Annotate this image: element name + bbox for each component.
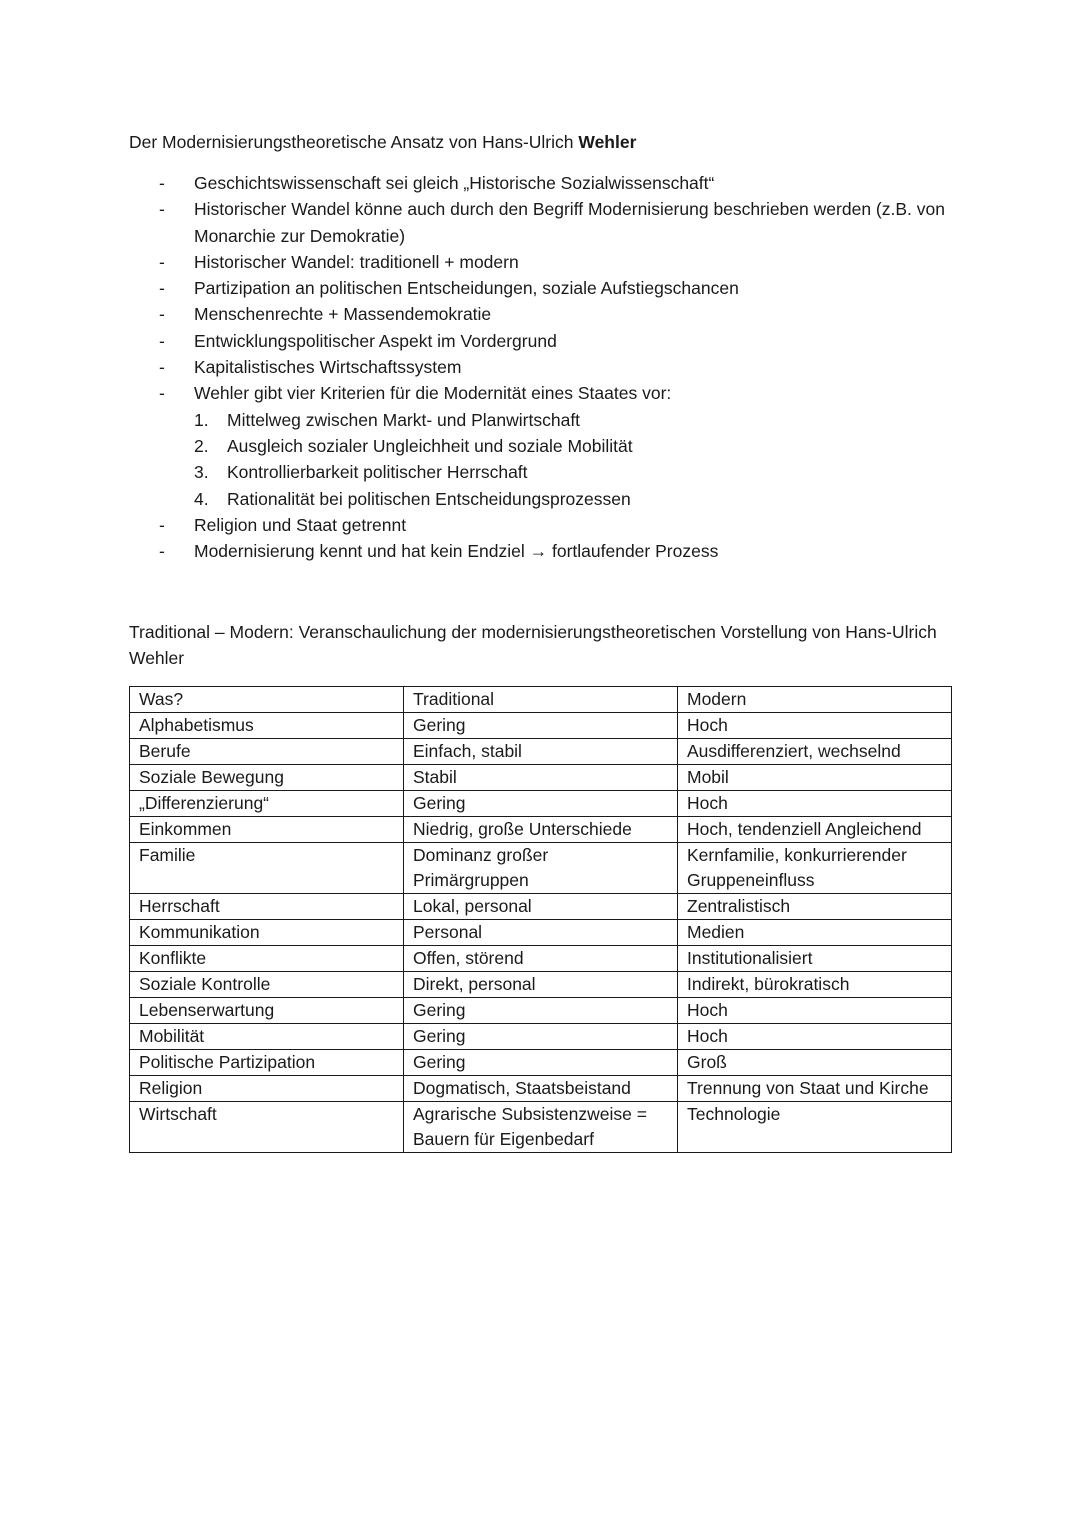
list-item-text: Historischer Wandel könne auch durch den Begriff Modernisierung beschrieben werden (z.B. von Monarchie zur Demokratie) xyxy=(194,199,945,246)
bullet-dash: - xyxy=(159,304,165,325)
table-row xyxy=(130,1076,952,1102)
table-header-cell: Modern xyxy=(678,687,952,713)
table-cell: Mobilität xyxy=(130,1024,404,1050)
table-cell: Hoch, tendenziell Angleichend xyxy=(678,817,952,843)
table-row xyxy=(130,1102,952,1153)
title-bold-name: Wehler xyxy=(578,132,637,152)
table-cell: Gering xyxy=(404,998,678,1024)
list-item xyxy=(129,249,969,275)
table-cell: Direkt, personal xyxy=(404,972,678,998)
table-cell: Niedrig, große Unterschiede xyxy=(404,817,678,843)
table-header-row xyxy=(130,687,952,713)
table-cell: Wirtschaft xyxy=(130,1102,404,1153)
table-cell: Soziale Bewegung xyxy=(130,765,404,791)
table-row xyxy=(130,817,952,843)
list-item xyxy=(129,328,969,354)
bullet-dash: - xyxy=(159,383,165,404)
table-row xyxy=(130,998,952,1024)
table-cell: Dominanz großer Primärgruppen xyxy=(404,843,678,894)
table-cell: „Differenzierung“ xyxy=(130,791,404,817)
bullet-dash: - xyxy=(159,199,165,220)
table-row xyxy=(130,791,952,817)
table-row xyxy=(130,713,952,739)
list-item xyxy=(129,196,969,249)
table-row xyxy=(130,1024,952,1050)
list-item xyxy=(129,275,969,301)
list-item-text: Menschenrechte + Massendemokratie xyxy=(194,304,492,325)
table-row xyxy=(130,1050,952,1076)
table-cell: Alphabetismus xyxy=(130,713,404,739)
bullet-list xyxy=(129,170,969,564)
table-cell: Politische Partizipation xyxy=(130,1050,404,1076)
table-cell: Hoch xyxy=(678,791,952,817)
bullet-dash: - xyxy=(159,541,165,562)
list-item xyxy=(129,512,969,538)
table-row xyxy=(130,946,952,972)
numbered-criterion xyxy=(129,486,969,512)
table-cell: Lebenserwartung xyxy=(130,998,404,1024)
list-item-text: Religion und Staat getrennt xyxy=(194,514,407,535)
list-item-text: Partizipation an politischen Entscheidungen, soziale Aufstiegschancen xyxy=(194,278,739,299)
criterion-number: 4. xyxy=(194,488,209,509)
bullet-dash: - xyxy=(159,514,165,535)
list-item-text: Historischer Wandel: traditionell + modern xyxy=(194,251,519,272)
table-cell: Zentralistisch xyxy=(678,894,952,920)
table-cell: Personal xyxy=(404,920,678,946)
table-cell: Gering xyxy=(404,791,678,817)
table-row xyxy=(130,843,952,894)
table-cell: Religion xyxy=(130,1076,404,1102)
list-item xyxy=(129,380,969,406)
table-cell: Hoch xyxy=(678,713,952,739)
criterion-text: Kontrollierbarkeit politischer Herrschaft xyxy=(227,462,528,483)
bullet-dash: - xyxy=(159,357,165,378)
criterion-number: 2. xyxy=(194,435,209,456)
document-title xyxy=(129,130,636,154)
list-item-text: Kapitalistisches Wirtschaftssystem xyxy=(194,357,462,378)
table-cell: Dogmatisch, Staatsbeistand xyxy=(404,1076,678,1102)
criterion-number: 1. xyxy=(194,409,209,430)
criterion-text: Rationalität bei politischen Entscheidungsprozessen xyxy=(227,488,631,509)
table-cell: Lokal, personal xyxy=(404,894,678,920)
comparison-table xyxy=(129,686,952,1153)
bullet-dash: - xyxy=(159,278,165,299)
list-item-text: Modernisierung kennt und hat kein Endziel → fortlaufender Prozess xyxy=(194,541,719,562)
list-item xyxy=(129,170,969,196)
table-cell: Hoch xyxy=(678,998,952,1024)
criterion-text: Ausgleich sozialer Ungleichheit und soziale Mobilität xyxy=(227,435,633,456)
criterion-number: 3. xyxy=(194,462,209,483)
table-cell: Hoch xyxy=(678,1024,952,1050)
table-row xyxy=(130,894,952,920)
table-cell: Mobil xyxy=(678,765,952,791)
table-cell: Konflikte xyxy=(130,946,404,972)
table-row xyxy=(130,739,952,765)
table-cell: Indirekt, bürokratisch xyxy=(678,972,952,998)
list-item xyxy=(129,354,969,380)
table-cell: Einfach, stabil xyxy=(404,739,678,765)
table-cell: Ausdifferenziert, wechselnd xyxy=(678,739,952,765)
bullet-dash: - xyxy=(159,330,165,351)
table-cell: Einkommen xyxy=(130,817,404,843)
numbered-criterion xyxy=(129,459,969,485)
table-row xyxy=(130,920,952,946)
list-item xyxy=(129,538,969,564)
table-cell: Familie xyxy=(130,843,404,894)
table-cell: Soziale Kontrolle xyxy=(130,972,404,998)
table-cell: Gering xyxy=(404,1024,678,1050)
list-item-text: Geschichtswissenschaft sei gleich „Historische Sozialwissenschaft“ xyxy=(194,173,715,193)
table-header-cell: Traditional xyxy=(404,687,678,713)
table-cell: Herrschaft xyxy=(130,894,404,920)
title-prefix: Der Modernisierungstheoretische Ansatz von Hans-Ulrich xyxy=(129,132,579,152)
numbered-criterion xyxy=(129,407,969,433)
numbered-criterion xyxy=(129,433,969,459)
bullet-dash: - xyxy=(159,173,165,193)
table-cell: Trennung von Staat und Kirche xyxy=(678,1076,952,1102)
table-cell: Technologie xyxy=(678,1102,952,1153)
table-cell: Kommunikation xyxy=(130,920,404,946)
list-item xyxy=(129,301,969,327)
bullet-dash: - xyxy=(159,251,165,272)
table-cell: Offen, störend xyxy=(404,946,678,972)
table-cell: Stabil xyxy=(404,765,678,791)
table-cell: Berufe xyxy=(130,739,404,765)
criterion-text: Mittelweg zwischen Markt- und Planwirtschaft xyxy=(227,409,581,430)
table-row xyxy=(130,972,952,998)
table-cell: Groß xyxy=(678,1050,952,1076)
table-cell: Institutionalisiert xyxy=(678,946,952,972)
table-cell: Agrarische Subsistenzweise = Bauern für Eigenbedarf xyxy=(404,1102,678,1153)
table-cell: Gering xyxy=(404,1050,678,1076)
list-item-text: Wehler gibt vier Kriterien für die Modernität eines Staates vor: xyxy=(194,383,672,404)
table-cell: Gering xyxy=(404,713,678,739)
table-cell: Kernfamilie, konkurrierender Gruppeneinfluss xyxy=(678,843,952,894)
table-header-cell: Was? xyxy=(130,687,404,713)
list-item-text: Entwicklungspolitischer Aspekt im Vordergrund xyxy=(194,330,557,351)
table-title: Traditional – Modern: Veranschaulichung der modernisierungstheoretischen Vorstellung von Hans-Ulrich Wehler xyxy=(129,622,937,669)
table-row xyxy=(130,765,952,791)
table-cell: Medien xyxy=(678,920,952,946)
